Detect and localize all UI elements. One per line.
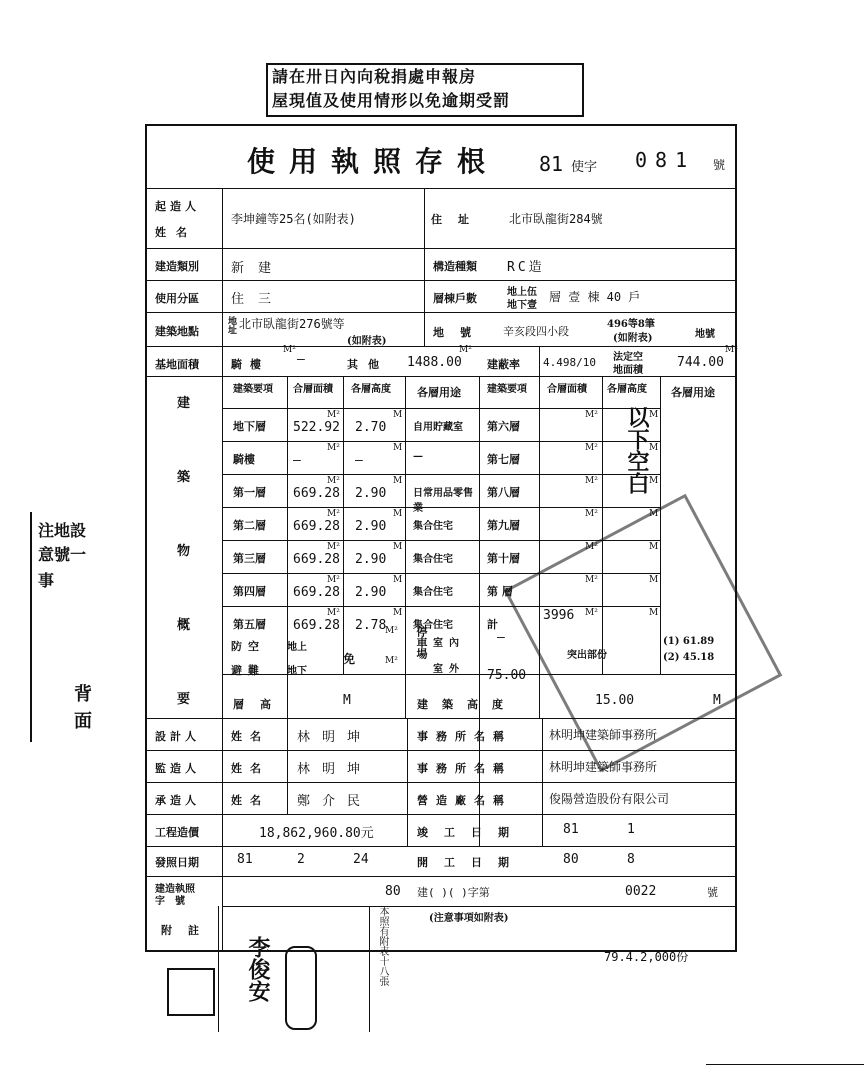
protrude-2: (2) 45.18 bbox=[663, 652, 715, 663]
builder-address: 北市臥龍街284號 bbox=[509, 212, 603, 226]
designer-office-label: 事務所名稱 bbox=[417, 730, 512, 743]
permit-number: 081 bbox=[635, 148, 696, 172]
floor-label: 第五層 bbox=[233, 618, 266, 631]
contractor-label: 承造人 bbox=[155, 794, 200, 807]
supervisor-name: 林明坤 bbox=[297, 762, 373, 777]
finish-label: 竣工日期 bbox=[417, 826, 525, 839]
lot-label: 地號 bbox=[433, 326, 487, 339]
side-text: 事 bbox=[38, 571, 55, 590]
permit-suffix: 號 bbox=[713, 158, 726, 172]
unit: M bbox=[713, 693, 721, 708]
floor-label: 計 bbox=[487, 618, 498, 631]
unit: M² bbox=[327, 542, 340, 552]
other-value: 1488.00 bbox=[407, 355, 462, 370]
designer-office: 林明坤建築師事務所 bbox=[549, 728, 658, 742]
floor-height: — bbox=[355, 453, 363, 468]
approver-name: 李俊安 bbox=[245, 936, 271, 1002]
floors-above: 地上伍 bbox=[507, 287, 537, 298]
floor-label: 第三層 bbox=[233, 552, 266, 565]
shelter-free: 免 bbox=[343, 652, 356, 666]
zoning-label: 使用分區 bbox=[155, 292, 199, 305]
unit: M² bbox=[327, 509, 340, 519]
floors-below: 地下壹 bbox=[507, 300, 537, 311]
unit: M bbox=[649, 542, 659, 552]
supervisor-name-label: 姓名 bbox=[231, 762, 269, 775]
area-label: 基地面積 bbox=[155, 358, 199, 371]
floor-height: 2.90 bbox=[355, 585, 387, 600]
floor-height-label: 層高 bbox=[233, 698, 287, 711]
open-space-label: 法定空 bbox=[613, 352, 643, 363]
issue-month: 2 bbox=[297, 852, 305, 867]
col-head: 各層用途 bbox=[671, 386, 715, 399]
side-text: 面 bbox=[74, 711, 92, 732]
finish-month: 1 bbox=[627, 822, 635, 837]
small-seal-stamp bbox=[167, 968, 215, 1016]
side-text: 注地設 bbox=[38, 521, 87, 540]
construction-type: 新建 bbox=[231, 261, 286, 276]
floor-label: 第十層 bbox=[487, 552, 520, 565]
col-head: 建築要項 bbox=[487, 384, 527, 395]
unit: M² bbox=[585, 608, 598, 618]
unit: M bbox=[649, 410, 659, 420]
permit-ref-number: 0022 bbox=[625, 884, 657, 899]
floor-use: 集合住宅 bbox=[413, 620, 453, 631]
tax-notice-line1: 請在卅日內向稅捐處申報房 bbox=[272, 67, 477, 86]
cost-label: 工程造價 bbox=[155, 826, 199, 839]
floor-use: 自用貯藏室 bbox=[413, 422, 463, 433]
open-space-label: 地面積 bbox=[613, 365, 643, 376]
floor-height: 2.70 bbox=[355, 420, 387, 435]
floor-use: 日常用品零售業 bbox=[413, 488, 473, 514]
supervisor-label: 監造人 bbox=[155, 762, 200, 775]
floor-height: 2.90 bbox=[355, 486, 387, 501]
unit: M bbox=[649, 509, 659, 519]
tax-notice bbox=[266, 63, 584, 117]
unit: M bbox=[649, 608, 659, 618]
designer-name: 林明坤 bbox=[297, 730, 373, 745]
builder-address-label: 住址 bbox=[431, 213, 485, 226]
arcade-label: 騎樓 bbox=[231, 358, 269, 371]
issue-label: 發照日期 bbox=[155, 856, 199, 869]
side-char: 要 bbox=[177, 692, 191, 707]
issue-year: 81 bbox=[237, 852, 253, 867]
lot-suffix: 地號 bbox=[695, 329, 715, 340]
builder-label: 起造人 bbox=[155, 200, 200, 213]
total-area: 3996 bbox=[543, 608, 575, 623]
col-head: 合層面積 bbox=[547, 384, 587, 395]
floor-label: 第四層 bbox=[233, 585, 266, 598]
protrude-1: (1) 61.89 bbox=[663, 636, 715, 647]
open-space-value: 744.00 bbox=[677, 355, 724, 370]
start-month: 8 bbox=[627, 852, 635, 867]
col-head: 合層面積 bbox=[293, 384, 333, 395]
unit: M bbox=[393, 575, 403, 585]
parking-indoor-label: 室內 bbox=[433, 638, 465, 649]
building-height-label: 建築高度 bbox=[417, 698, 517, 711]
shelter-label: 避難 bbox=[231, 664, 265, 677]
lot-number: 496等8筆 bbox=[607, 319, 655, 330]
unit: M² bbox=[585, 476, 598, 486]
unit: M² bbox=[327, 575, 340, 585]
designer-label: 設計人 bbox=[155, 730, 200, 743]
unit: M² bbox=[327, 476, 340, 486]
unit: M bbox=[343, 693, 351, 708]
cost-value: 18,862,960.80元 bbox=[259, 826, 374, 841]
coverage-label: 建蔽率 bbox=[487, 358, 520, 371]
unit: M² bbox=[585, 443, 598, 453]
contractor-name-label: 姓名 bbox=[231, 794, 269, 807]
site-note: (如附表) bbox=[347, 336, 387, 347]
side-char: 概 bbox=[177, 618, 191, 633]
unit: M bbox=[649, 575, 659, 585]
print-info: 79.4.2,000份 bbox=[604, 950, 689, 964]
floor-area: 669.28 bbox=[293, 519, 340, 534]
permit-ref-text: 建( )( )字第 bbox=[417, 886, 490, 899]
floor-label: 第二層 bbox=[233, 519, 266, 532]
floor-area: 522.92 bbox=[293, 420, 340, 435]
unit: M² bbox=[585, 542, 598, 552]
structure-type: RC造 bbox=[507, 260, 545, 275]
side-char: 建 bbox=[177, 396, 191, 411]
lot-note: (如附表) bbox=[613, 333, 653, 344]
floor-label: 第六層 bbox=[487, 420, 520, 433]
floor-height: 2.78 bbox=[355, 618, 387, 633]
contractor-name: 鄭介民 bbox=[297, 794, 373, 809]
vertical-note: 本照有附表十八張 bbox=[377, 906, 388, 986]
floor-label: 騎樓 bbox=[233, 453, 255, 466]
unit: M bbox=[649, 443, 659, 453]
floor-use: — bbox=[413, 451, 423, 462]
floor-use: 集合住宅 bbox=[413, 587, 453, 598]
permit-label: 建造執照 bbox=[155, 884, 195, 895]
designer-name-label: 姓名 bbox=[231, 730, 269, 743]
unit: M bbox=[649, 476, 659, 486]
floor-label: 第八層 bbox=[487, 486, 520, 499]
parking-outdoor: 75.00 bbox=[487, 668, 527, 683]
shelter-label: 防空 bbox=[231, 640, 265, 653]
attach-label: 附註 bbox=[161, 924, 215, 937]
unit: M² bbox=[585, 509, 598, 519]
floors-label: 層棟戶數 bbox=[433, 292, 477, 305]
side-text: 背 bbox=[74, 684, 92, 705]
floor-label: 地下層 bbox=[233, 420, 266, 433]
floor-height: 2.90 bbox=[355, 552, 387, 567]
shelter-below: 地下 bbox=[287, 666, 307, 677]
side-char: 築 bbox=[177, 470, 191, 485]
unit: M² bbox=[385, 656, 398, 666]
construction-type-label: 建造類別 bbox=[155, 260, 199, 273]
parking-label: 停車場 bbox=[415, 626, 428, 659]
protrude-label: 突出部份 bbox=[567, 650, 607, 661]
bottom-rule bbox=[706, 1064, 864, 1065]
permit-prefix: 使字 bbox=[571, 160, 598, 175]
floor-label: 第九層 bbox=[487, 519, 520, 532]
floor-area: 669.28 bbox=[293, 585, 340, 600]
col-head: 各層高度 bbox=[607, 384, 647, 395]
floor-label: 第 層 bbox=[487, 585, 513, 598]
issue-day: 24 bbox=[353, 852, 369, 867]
unit: M² bbox=[327, 410, 340, 420]
parking-indoor: — bbox=[497, 630, 505, 645]
unit: M bbox=[393, 443, 403, 453]
permit-label: 字號 bbox=[155, 896, 195, 907]
site-address: 北市臥龍街276號等 bbox=[239, 317, 345, 331]
floor-area: 669.28 bbox=[293, 486, 340, 501]
floor-area: 669.28 bbox=[293, 618, 340, 633]
unit: M² bbox=[585, 575, 598, 585]
unit: M bbox=[393, 542, 403, 552]
arcade-value: — bbox=[297, 352, 305, 367]
floors-value: 層 壹 棟 40 戶 bbox=[549, 290, 641, 304]
permit-note: (注意事項如附表) bbox=[429, 913, 509, 924]
unit: M² bbox=[385, 626, 398, 636]
unit: M² bbox=[327, 443, 340, 453]
parking-outdoor-label: 室外 bbox=[433, 664, 465, 675]
contractor-firm: 俊陽營造股份有限公司 bbox=[549, 792, 670, 806]
lot-value: 辛亥段四小段 bbox=[503, 325, 569, 338]
unit: M bbox=[393, 608, 403, 618]
left-side-stamp bbox=[30, 512, 128, 742]
red-seal-stamp bbox=[285, 946, 317, 1030]
permit-year: 81 bbox=[539, 152, 564, 176]
unit: M² bbox=[327, 608, 340, 618]
floor-height: 2.90 bbox=[355, 519, 387, 534]
other-label: 其他 bbox=[347, 358, 389, 371]
shelter-above: 地上 bbox=[287, 642, 307, 653]
unit: M² bbox=[459, 345, 472, 355]
builder-value: 李坤鐘等25名(如附表) bbox=[231, 212, 356, 226]
contractor-firm-label: 營造廠名稱 bbox=[417, 794, 512, 807]
unit: M bbox=[393, 410, 403, 420]
unit: M bbox=[393, 509, 403, 519]
form-title: 使用執照存根 bbox=[247, 145, 500, 178]
permit-ref-suffix: 號 bbox=[707, 886, 718, 899]
building-height: 15.00 bbox=[595, 693, 635, 708]
coverage-value: 4.498/10 bbox=[543, 356, 596, 369]
supervisor-office: 林明坤建築師事務所 bbox=[549, 760, 658, 774]
unit: M² bbox=[725, 345, 738, 355]
floor-area: 669.28 bbox=[293, 552, 340, 567]
start-label: 開工日期 bbox=[417, 856, 525, 869]
side-char: 物 bbox=[177, 544, 191, 559]
tax-notice-line2: 屋現值及使用情形以免逾期受罰 bbox=[272, 91, 511, 110]
unit: M bbox=[393, 476, 403, 486]
zoning-value: 住三 bbox=[231, 292, 286, 307]
start-year: 80 bbox=[563, 852, 579, 867]
permit-ref-year: 80 bbox=[385, 884, 401, 899]
col-head: 各層用途 bbox=[417, 386, 461, 399]
floor-label: 第一層 bbox=[233, 486, 266, 499]
floor-use: 集合住宅 bbox=[413, 521, 453, 532]
site-label: 建築地點 bbox=[155, 325, 199, 338]
structure-type-label: 構造種類 bbox=[433, 260, 477, 273]
floor-use: 集合住宅 bbox=[413, 554, 453, 565]
finish-year: 81 bbox=[563, 822, 579, 837]
unit: M² bbox=[283, 345, 296, 355]
site-address-prefix: 地址 bbox=[226, 316, 236, 334]
builder-name-label: 姓名 bbox=[155, 226, 197, 239]
unit: M² bbox=[585, 410, 598, 420]
blank-note: 以下空白 bbox=[624, 406, 650, 494]
col-head: 各層高度 bbox=[351, 384, 391, 395]
supervisor-office-label: 事務所名稱 bbox=[417, 762, 512, 775]
side-text: 意號一 bbox=[38, 545, 87, 564]
floor-area: — bbox=[293, 453, 301, 468]
floor-label: 第七層 bbox=[487, 453, 520, 466]
signature-block bbox=[218, 906, 388, 1032]
col-head: 建築要項 bbox=[233, 384, 273, 395]
